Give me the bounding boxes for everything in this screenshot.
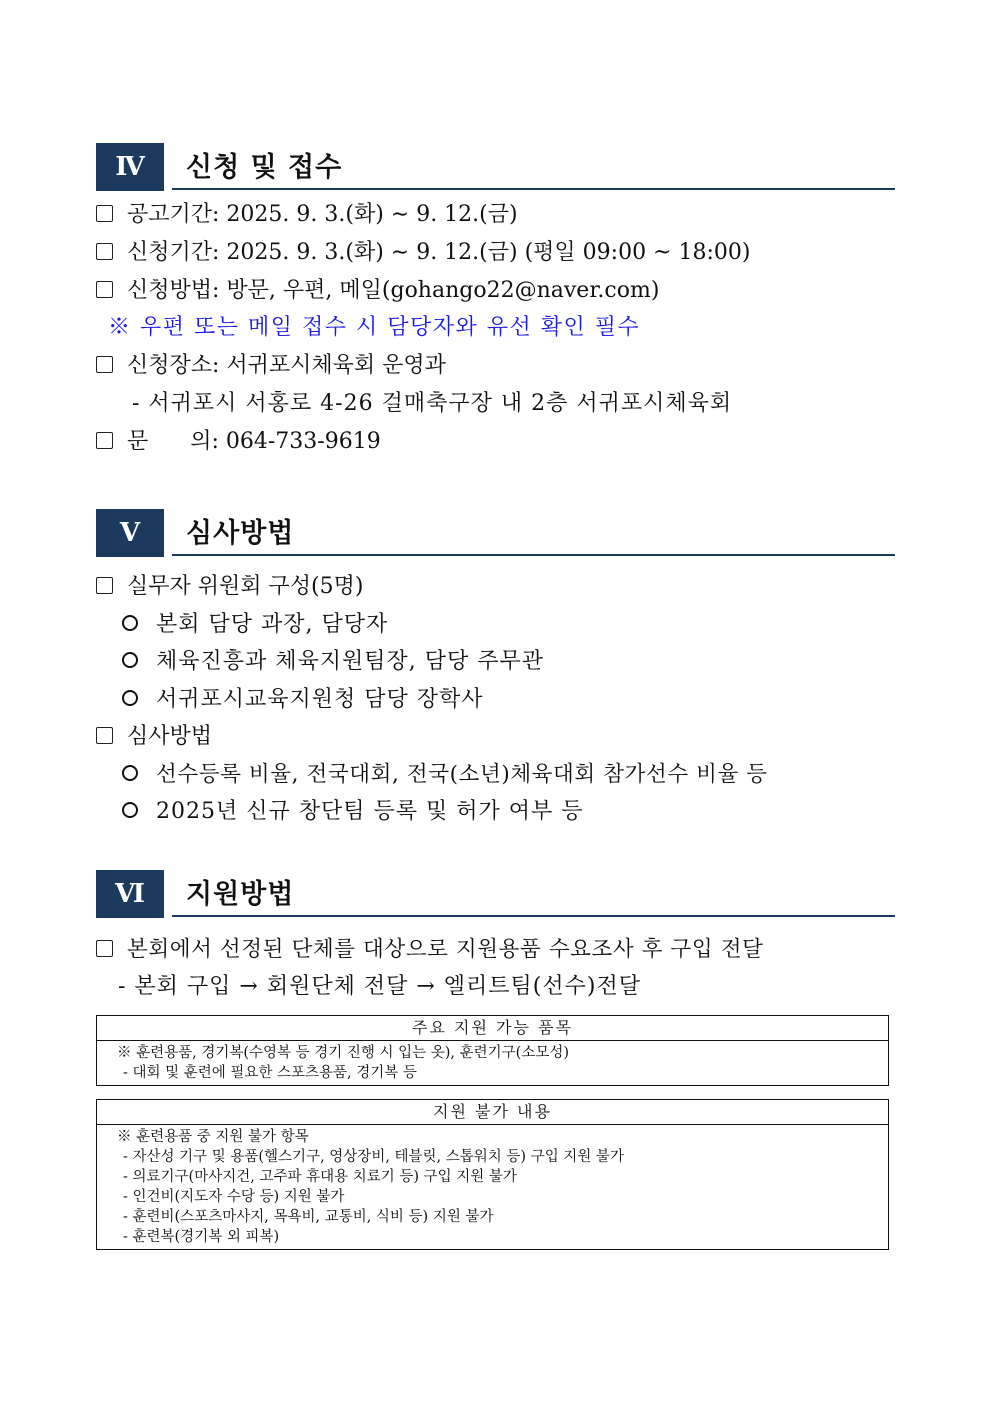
section-divider [172,554,895,556]
list-item: 실무자 위원회 구성(5명) [96,573,363,601]
table-header: 주요 지원 가능 품목 [97,1016,888,1041]
circle-bullet-icon [122,652,138,668]
section-title: 심사방법 [186,518,295,549]
list-subitem: 서귀포시교육지원청 담당 장학사 [122,686,484,714]
section-divider [172,188,895,190]
table-row: - 의료기구(마사지건, 고주파 휴대용 치료기 등) 구입 지원 불가 [123,1169,517,1185]
checkbox-icon [96,243,113,260]
checkbox-icon [96,940,113,957]
circle-bullet-icon [122,765,138,781]
section-divider [172,915,895,917]
list-item: 신청기간: 2025. 9. 3.(화) ∼ 9. 12.(금) (평일 09:00 ~ 18:00) [96,239,750,267]
list-item: 신청방법: 방문, 우편, 메일(gohango22@naver.com) [96,277,659,305]
table-row: - 인건비(지도자 수당 등) 지원 불가 [123,1189,345,1205]
list-subitem: 2025년 신규 창단팀 등록 및 허가 여부 등 [122,798,583,826]
checkbox-icon [96,356,113,373]
note-text: ※ 우편 또는 메일 접수 시 담당자와 유선 확인 필수 [108,315,641,340]
table-body [97,1125,888,1249]
table-row: - 자산성 기구 및 용품(헬스기구, 영상장비, 테블릿, 스톱워치 등) 구입 지원 불가 [123,1149,624,1165]
section-number: Ⅳ [96,143,164,191]
section-title: 지원방법 [186,879,295,910]
table-row: - 대회 및 훈련에 필요한 스포츠용품, 경기복 등 [123,1065,417,1081]
checkbox-icon [96,205,113,222]
list-item: 심사방법 [96,723,212,751]
list-item: 공고기간: 2025. 9. 3.(화) ∼ 9. 12.(금) [96,201,518,229]
table-row: - 훈련비(스포츠마사지, 목욕비, 교통비, 식비 등) 지원 불가 [123,1209,494,1225]
section-number: Ⅵ [96,870,164,918]
section-header-6 [96,870,895,918]
list-subitem: 본회 담당 과장, 담당자 [122,611,388,639]
circle-bullet-icon [122,615,138,631]
checkbox-icon [96,577,113,594]
table-body [97,1041,888,1085]
circle-bullet-icon [122,690,138,706]
section-header-4 [96,143,895,191]
list-subitem: 체육진흥과 체육지원팀장, 담당 주무관 [122,648,544,676]
list-item: 문 의: 064-733-9619 [96,428,381,456]
list-item: 본회에서 선정된 단체를 대상으로 지원용품 수요조사 후 구입 전달 [96,936,763,964]
table-row: - 훈련복(경기복 외 피복) [123,1229,280,1245]
supported-items-table [96,1015,889,1086]
table-row: ※ 훈련용품, 경기복(수영복 등 경기 진행 시 입는 옷), 훈련기구(소모성) [117,1045,570,1061]
checkbox-icon [96,432,113,449]
unsupported-items-table [96,1099,889,1250]
checkbox-icon [96,281,113,298]
circle-bullet-icon [122,802,138,818]
table-row: ※ 훈련용품 중 지원 불가 항목 [117,1129,309,1145]
section-header-5 [96,509,895,557]
checkbox-icon [96,727,113,744]
section-number: Ⅴ [96,509,164,557]
section-title: 신청 및 접수 [186,152,343,183]
table-header: 지원 불가 내용 [97,1100,888,1125]
list-subitem: - 본회 구입 → 회원단체 전달 → 엘리트팀(선수)전달 [118,974,641,999]
list-subitem: 선수등록 비율, 전국대회, 전국(소년)체육대회 참가선수 비율 등 [122,761,768,789]
list-item: 신청장소: 서귀포시체육회 운영과 [96,352,446,380]
list-subitem: - 서귀포시 서홍로 4-26 걸매축구장 내 2층 서귀포시체육회 [132,391,733,416]
